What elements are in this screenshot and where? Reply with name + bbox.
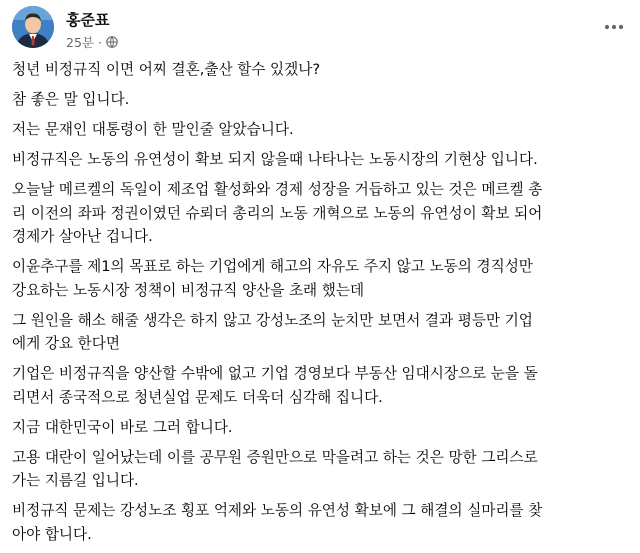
post-paragraph [12,446,628,493]
post-paragraph [12,255,628,302]
post-paragraph [12,362,628,409]
post-text-line: 리 이전의 좌파 정권이였던 슈뢰더 총리의 노동 개혁으로 노동의 유연성이 확보 되어 [12,204,543,222]
post-header [12,4,628,54]
post-text-line: 지금 대한민국이 바로 그러 합니다. [12,418,233,436]
post-text-line: 비정규직 문제는 강성노조 횡포 억제와 노동의 유연성 확보에 그 해결의 실마리를 찾 [12,502,543,519]
post-paragraph [12,88,628,112]
post-paragraph [12,148,628,172]
avatar-photo [12,6,54,48]
avatar[interactable] [12,6,54,48]
meta-separator: · [97,34,102,50]
post-text-line: 청년 비정규직 이면 어찌 결혼,출산 할수 있겠나? [12,61,321,78]
post-text-line: 경제가 살아난 겁니다. [12,228,153,245]
post-text-line: 오늘날 메르켈의 독일이 제조업 활성화와 경제 성장을 거듭하고 있는 것은 메르켈 총 [12,181,543,198]
post-text-line: 고용 대란이 일어났는데 이를 공무원 증원만으로 막을려고 하는 것은 망한 그리스로 [12,448,538,466]
post-text-line: 강요하는 노동시장 정책이 비정규직 양산을 초래 했는데 [12,281,365,299]
post-text-line: 아야 합니다. [12,525,92,543]
post-text-line: 참 좋은 말 입니다. [12,91,130,108]
post-meta [66,33,118,51]
post-text-line: 에게 강요 한다면 [12,335,120,352]
post-paragraph [12,309,628,356]
post-text-line: 이윤추구를 제1의 목표로 하는 기업에게 해고의 자유도 주지 않고 노동의 경직성만 [12,258,533,275]
post-text-line: 비정규직은 노동의 유연성이 확보 되지 않을때 나타나는 노동시장의 기현상 입니다. [12,151,538,168]
post-text-line: 기업은 비정규직을 양산할 수밖에 없고 기업 경영보다 부동산 임대시장으로 눈을 돌 [12,365,538,382]
post-text-line: 저는 문재인 대통령이 한 말인줄 알았습니다. [12,121,294,138]
post-text-line: 리면서 종국적으로 청년실업 문제도 더욱더 심각해 집니다. [12,388,383,406]
post-paragraph [12,58,628,82]
more-horizontal-icon [604,15,624,34]
author-name[interactable]: 홍준표 [66,11,110,29]
globe-icon [106,36,118,48]
post-time[interactable]: 25분 [66,35,94,50]
more-options-button[interactable] [600,12,628,36]
post-body [12,58,628,553]
post-text-line: 가는 지름길 입니다. [12,472,139,489]
post-text-line: 그 원인을 해소 해줄 생각은 하지 않고 강성노조의 눈치만 보면서 결과 평등만 기업 [12,311,533,329]
post-paragraph [12,499,628,546]
post-paragraph [12,118,628,142]
post-paragraph [12,416,628,440]
post-paragraph [12,178,628,249]
